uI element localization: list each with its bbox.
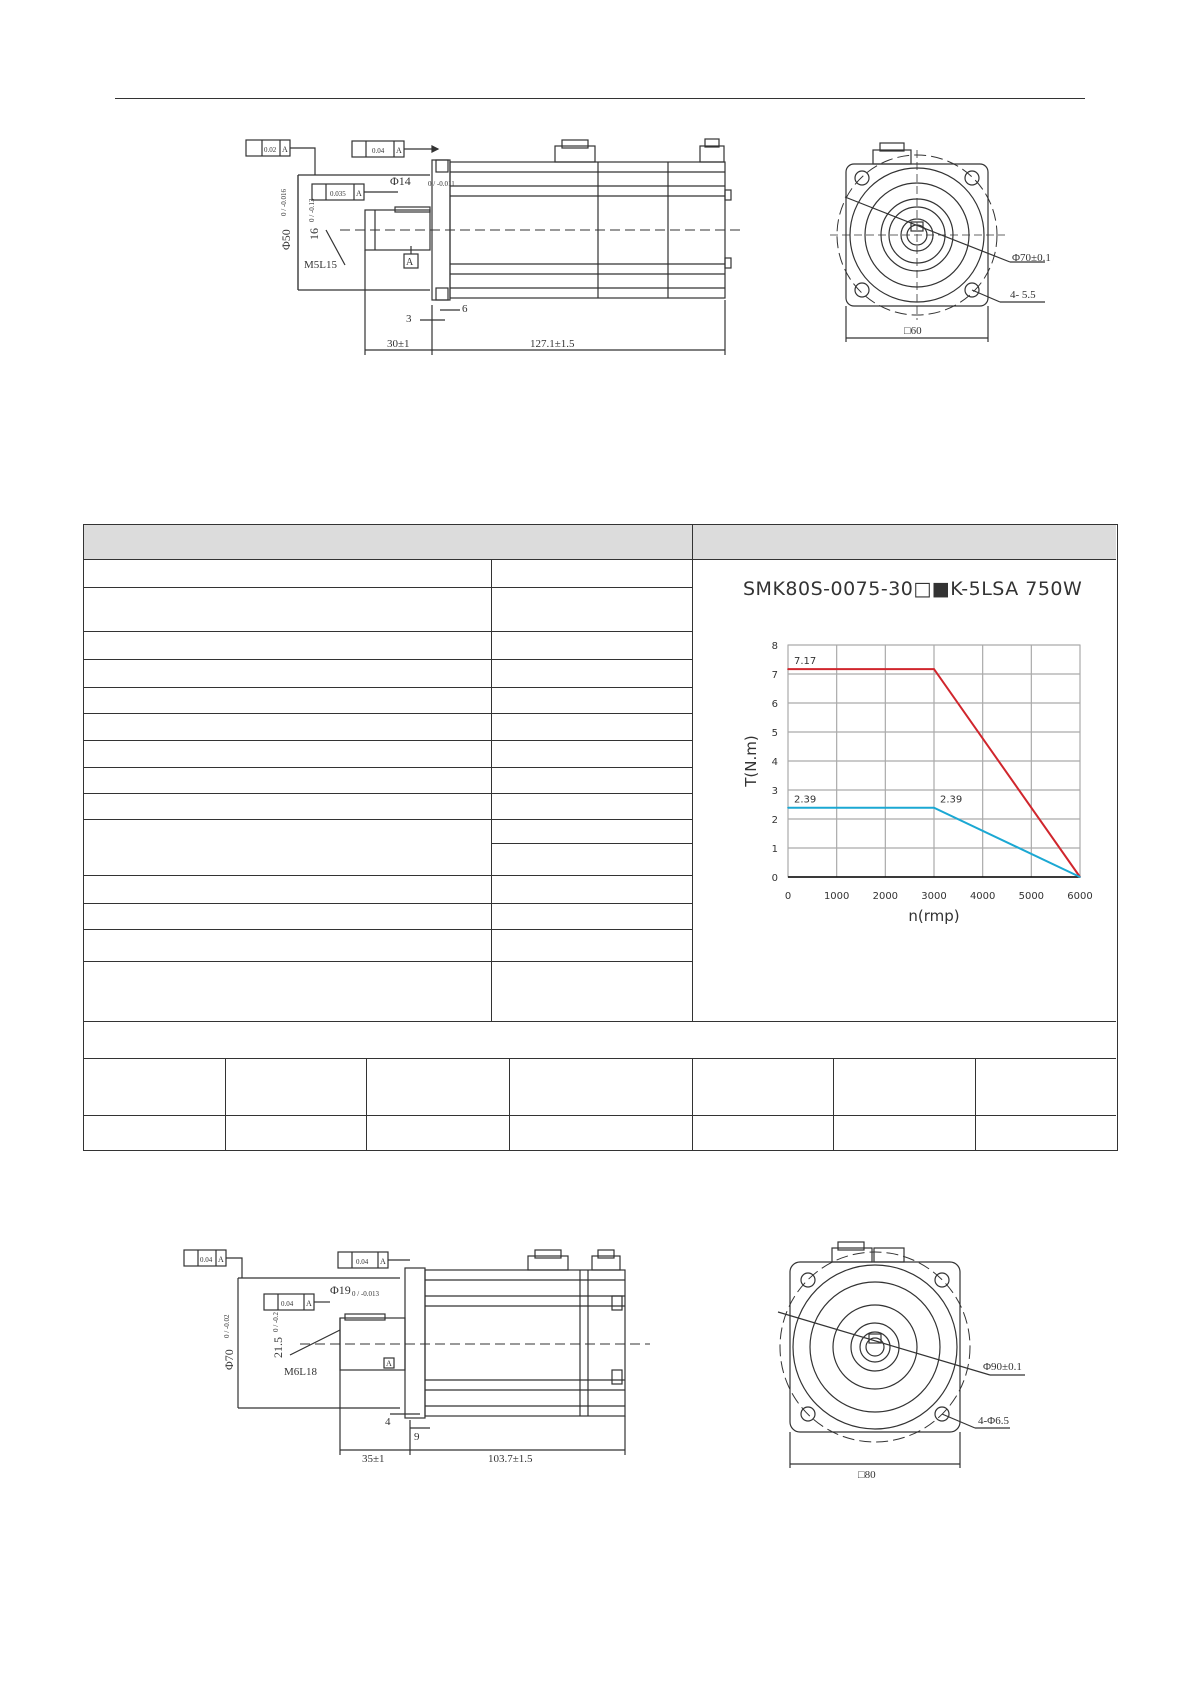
y-tick-label: 3: [771, 786, 778, 797]
x-tick-label: 1000: [823, 891, 850, 902]
bottom-dim-4: 4: [385, 1416, 391, 1428]
x-axis-label: n(rmp): [908, 907, 960, 925]
x-tick-label: 3000: [921, 891, 947, 902]
top-square: □60: [904, 325, 922, 337]
top-tol-flat-ref: A: [282, 145, 288, 154]
bottom-square: □80: [858, 1469, 876, 1481]
bottom-shaft-dia-tol: 0 / -0.013: [352, 1290, 380, 1298]
data-label: 2.39: [794, 794, 817, 806]
bottom-shaft-dia: Φ19: [330, 1283, 351, 1297]
x-tick-label: 5000: [1018, 891, 1045, 902]
bottom-key-height-tol: 0 / -0.2: [272, 1311, 280, 1332]
top-tol-perp-ref: A: [396, 146, 402, 155]
top-holes: 4- 5.5: [1010, 289, 1036, 301]
bottom-key-height: 21.5: [271, 1337, 285, 1358]
data-label: 7.17: [794, 656, 817, 668]
y-tick-label: 5: [771, 728, 778, 739]
top-key-height: 16: [307, 228, 321, 240]
top-pcd: Φ70±0.1: [1012, 252, 1051, 264]
top-tol-flat: 0.02: [264, 146, 277, 154]
top-spigot-tol: 0 / -0.016: [280, 188, 288, 216]
top-shaft-dia-tol: 0 / -0.011: [428, 180, 455, 188]
top-shaft-len: 30±1: [387, 338, 410, 350]
bottom-datum-label: A: [386, 1359, 392, 1368]
x-tick-label: 2000: [872, 891, 899, 902]
bottom-tol-runout-ref: A: [306, 1299, 312, 1308]
y-tick-label: 8: [771, 641, 778, 652]
bottom-pcd: Φ90±0.1: [983, 1361, 1022, 1373]
bottom-spigot-dia: Φ70: [222, 1349, 236, 1370]
bottom-tol-runout: 0.04: [281, 1300, 294, 1308]
series-point: [933, 807, 935, 809]
y-tick-label: 1: [771, 844, 778, 855]
y-tick-label: 2: [771, 815, 778, 826]
top-tol-runout: 0.035: [330, 190, 346, 198]
top-side-view-drawing: [0, 0, 1191, 400]
top-datum-label: A: [406, 257, 414, 268]
spec-table-header: [84, 525, 1116, 560]
chart-title: SMK80S-0075-30□■K-5LSA 750W: [743, 578, 1083, 600]
y-tick-label: 7: [771, 670, 778, 681]
top-thread: M5L15: [304, 259, 337, 271]
y-tick-label: 6: [771, 699, 778, 710]
x-tick-label: 6000: [1067, 891, 1093, 902]
bottom-body-len: 103.7±1.5: [488, 1453, 533, 1465]
bottom-shaft-len: 35±1: [362, 1453, 385, 1465]
series-point: [787, 668, 789, 670]
top-dim-3: 3: [406, 313, 412, 325]
bottom-holes: 4-Φ6.5: [978, 1415, 1009, 1427]
bottom-tol-perp-ref: A: [380, 1257, 386, 1266]
bottom-tol-flat-ref: A: [218, 1255, 224, 1264]
top-shaft-dia: Φ14: [390, 174, 411, 188]
top-dim-6: 6: [462, 303, 468, 315]
series-point: [1079, 876, 1081, 878]
y-tick-label: 4: [771, 757, 778, 768]
series-point: [787, 807, 789, 809]
bottom-spigot-tol: 0 / -0.02: [223, 1314, 231, 1338]
top-tol-runout-ref: A: [356, 189, 362, 198]
x-tick-label: 0: [784, 891, 792, 902]
data-label: 2.39: [940, 794, 963, 806]
series-point: [933, 668, 935, 670]
top-tol-perp: 0.04: [372, 147, 385, 155]
bottom-tol-flat: 0.04: [200, 1256, 213, 1264]
y-tick-label: 0: [771, 873, 778, 884]
top-key-height-tol: 0 / -0.13: [308, 198, 316, 222]
top-spigot-dia: Φ50: [279, 229, 293, 250]
x-tick-label: 4000: [969, 891, 996, 902]
y-axis-label: T(N.m): [742, 735, 760, 787]
bottom-side-view-drawing: [0, 1230, 1191, 1510]
top-body-len: 127.1±1.5: [530, 338, 575, 350]
bottom-thread: M6L18: [284, 1366, 317, 1378]
bottom-tol-perp: 0.04: [356, 1258, 369, 1266]
bottom-dim-9: 9: [414, 1431, 420, 1443]
